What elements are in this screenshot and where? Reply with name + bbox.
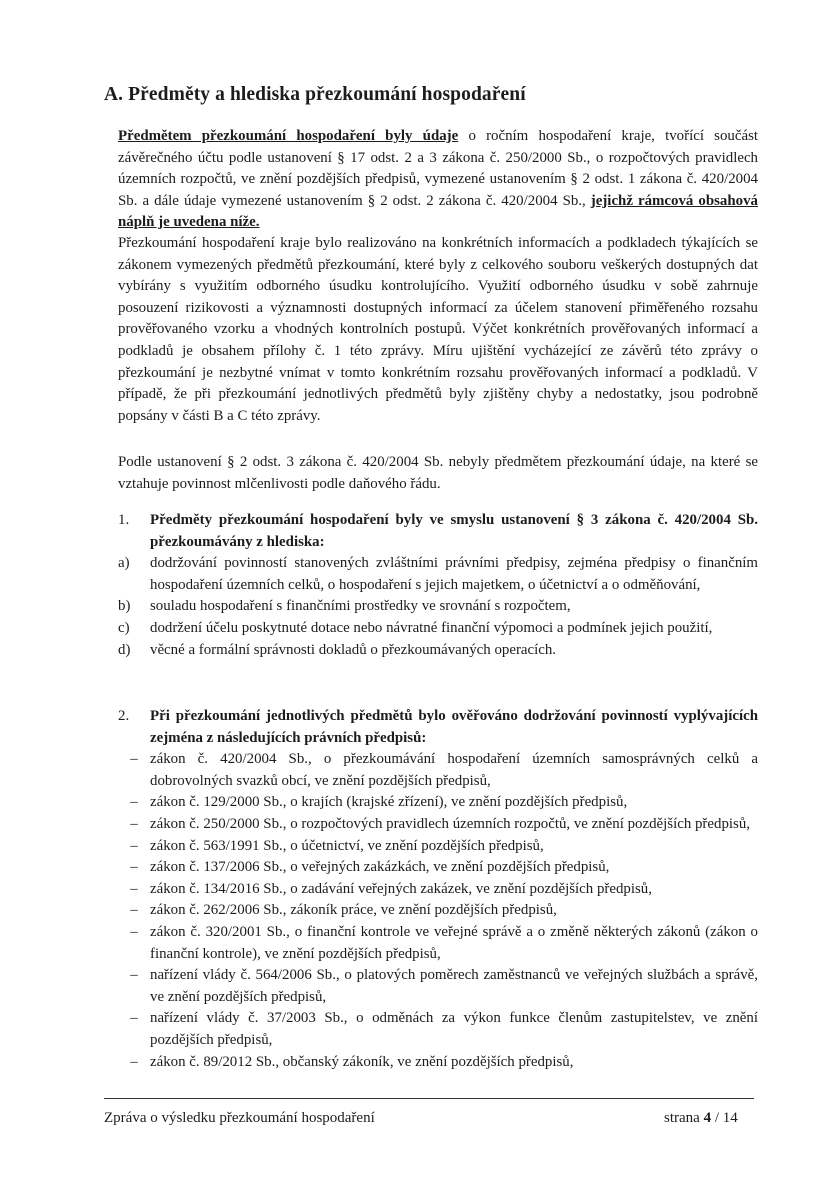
section-2-heading	[118, 706, 758, 749]
list-item	[118, 965, 758, 1008]
dash-bullet: –	[130, 880, 138, 897]
list-item	[118, 857, 758, 879]
dash-bullet: –	[130, 1010, 138, 1027]
list-item-letter: c)	[118, 619, 130, 636]
dash-bullet: –	[130, 794, 138, 811]
list-item	[118, 922, 758, 965]
list-item-text: zákon č. 320/2001 Sb., o finanční kontrole ve veřejné správě a o změně některých zákonů (zákon o finanční kontrole), ve znění pozdějších předpisů,	[150, 923, 758, 962]
list-item-text: zákon č. 563/1991 Sb., o účetnictví, ve znění pozdějších předpisů,	[150, 837, 544, 854]
dash-bullet: –	[130, 859, 138, 876]
dash-bullet: –	[130, 751, 138, 768]
list-item	[118, 553, 758, 596]
list-item-text: souladu hospodaření s finančními prostředky ve srovnání s rozpočtem,	[150, 598, 571, 615]
list-item-text: zákon č. 262/2006 Sb., zákoník práce, ve znění pozdějších předpisů,	[150, 902, 557, 919]
page-label: strana	[664, 1110, 704, 1126]
section-1-number: 1.	[118, 512, 130, 528]
list-item-text: věcné a formální správnosti dokladů o přezkoumávaných operacích.	[150, 641, 557, 658]
list-item	[118, 792, 758, 814]
page-current: 4	[703, 1110, 712, 1126]
section-2-title: Při přezkoumání jednotlivých předmětů bylo ověřováno dodržování povinností vyplývajících zejména z následujících právních předpisů:	[150, 708, 758, 746]
list-item	[118, 749, 758, 792]
list-item	[118, 640, 758, 662]
list-item-text: zákon č. 129/2000 Sb., o krajích (krajské zřízení), ve znění pozdějších předpisů,	[150, 794, 628, 811]
dash-bullet: –	[130, 837, 138, 854]
footer-divider	[104, 1098, 754, 1099]
dash-bullet: –	[130, 815, 138, 832]
list-item	[118, 1008, 758, 1051]
list-item-text: zákon č. 250/2000 Sb., o rozpočtových pravidlech územních rozpočtů, ve znění pozdějších předpisů,	[150, 815, 750, 832]
list-item-text: nařízení vlády č. 564/2006 Sb., o platových poměrech zaměstnanců ve veřejných službách a správě, ve znění pozdějších předpisů,	[150, 967, 758, 1005]
section-1	[118, 510, 758, 661]
intro-middle: o ročním hospodaření kraje, tvořící součást závěrečného účtu podle ustanovení § 17 odst. 2 a 3 zákona č. 250/2000 Sb., o rozpočtových pravidlech územních rozpočtů, ve znění pozdějších předpisů, vymezené ustanovením § 2 odst. 1 zákona č. 420/2004 Sb. a dále údaje vymezené ustanovením § 2 odst. 2 zákona č. 420/2004 Sb.,	[118, 128, 758, 209]
intro-paragraph	[118, 126, 758, 234]
intro-lead: Předmětem přezkoumání hospodaření byly údaje	[118, 128, 459, 144]
footer-report-name: Zpráva o výsledku přezkoumání hospodaření	[104, 1110, 375, 1126]
list-item-letter: d)	[118, 641, 131, 658]
list-item-text: zákon č. 134/2016 Sb., o zadávání veřejných zakázek, ve znění pozdějších předpisů,	[150, 880, 652, 897]
list-item	[118, 814, 758, 836]
list-item	[118, 900, 758, 922]
dash-bullet: –	[130, 967, 138, 984]
section-2	[118, 706, 758, 1073]
list-item	[118, 836, 758, 858]
dash-bullet: –	[130, 923, 138, 940]
confidentiality-paragraph: Podle ustanovení § 2 odst. 3 zákona č. 420/2004 Sb. nebyly předmětem přezkoumání údaje, na které se vztahuje povinnost mlčenlivosti podle daňového řádu.	[118, 454, 758, 492]
scope-paragraph: Přezkoumání hospodaření kraje bylo realizováno na konkrétních informacích a podkladech týkajících se zákonem vymezených předmětů přezkoumání, které byly z celkového souboru veškerých dostupných dat vybírány s využitím odborného úsudku kontrolujícího. Využití odborného úsudku v sobě zahrnuje posouzení rizikovosti a významnosti dostupných informací za účelem stanovení přiměřeného rozsahu prověřovaného vzorku a vhodných kontrolních postupů. Výčet konkrétních prověřovaných informací a podkladů je obsahem přílohy č. 1 této zprávy. Míru ujištění vycházející ze závěrů této zprávy o přezkoumání je nezbytné vnímat v tomto konkrétním rozsahu prověřovaných informací a podkladů. V případě, že při přezkoumání jednotlivých předmětů byly zjištěny chyby a nedostatky, jsou podrobně popsány v části B a C této zprávy.	[118, 235, 758, 424]
regulations-list	[118, 749, 758, 1073]
page-number	[664, 1110, 738, 1127]
section-1-heading	[118, 510, 758, 553]
list-item-text: zákon č. 89/2012 Sb., občanský zákoník, ve znění pozdějších předpisů,	[150, 1053, 574, 1070]
list-item-text: dodržení účelu poskytnuté dotace nebo návratné finanční výpomoci a podmínek jejich použití,	[150, 619, 713, 636]
section-1-title: Předměty přezkoumání hospodaření byly ve smyslu ustanovení § 3 zákona č. 420/2004 Sb. přezkoumávány z hlediska:	[150, 512, 758, 550]
aspects-list	[118, 553, 758, 661]
page-total: / 14	[711, 1110, 738, 1126]
intro-tail: jejichž rámcová obsahová náplň je uvedena níže.	[118, 192, 758, 231]
list-item-text: nařízení vlády č. 37/2003 Sb., o odměnách za výkon funkce členům zastupitelstev, ve znění pozdějších předpisů,	[150, 1010, 758, 1048]
list-item	[118, 596, 758, 618]
list-item	[118, 618, 758, 640]
list-item	[118, 1052, 758, 1074]
dash-bullet: –	[130, 902, 138, 919]
list-item-letter: a)	[118, 555, 130, 572]
section-2-number: 2.	[118, 708, 130, 724]
list-item-text: zákon č. 137/2006 Sb., o veřejných zakázkách, ve znění pozdějších předpisů,	[150, 859, 610, 876]
list-item	[118, 879, 758, 901]
list-item-letter: b)	[118, 598, 131, 615]
section-title: A. Předměty a hlediska přezkoumání hospodaření	[104, 84, 526, 105]
dash-bullet: –	[130, 1053, 138, 1070]
list-item-text: dodržování povinností stanovených zvláštními právními předpisy, zejména předpisy o finančním hospodaření územních celků, o hospodaření s jejich majetkem, o účetnictví a o odměňování,	[150, 555, 758, 593]
list-item-text: zákon č. 420/2004 Sb., o přezkoumávání hospodaření územních samosprávných celků a dobrovolných svazků obcí, ve znění pozdějších předpisů,	[150, 751, 758, 789]
